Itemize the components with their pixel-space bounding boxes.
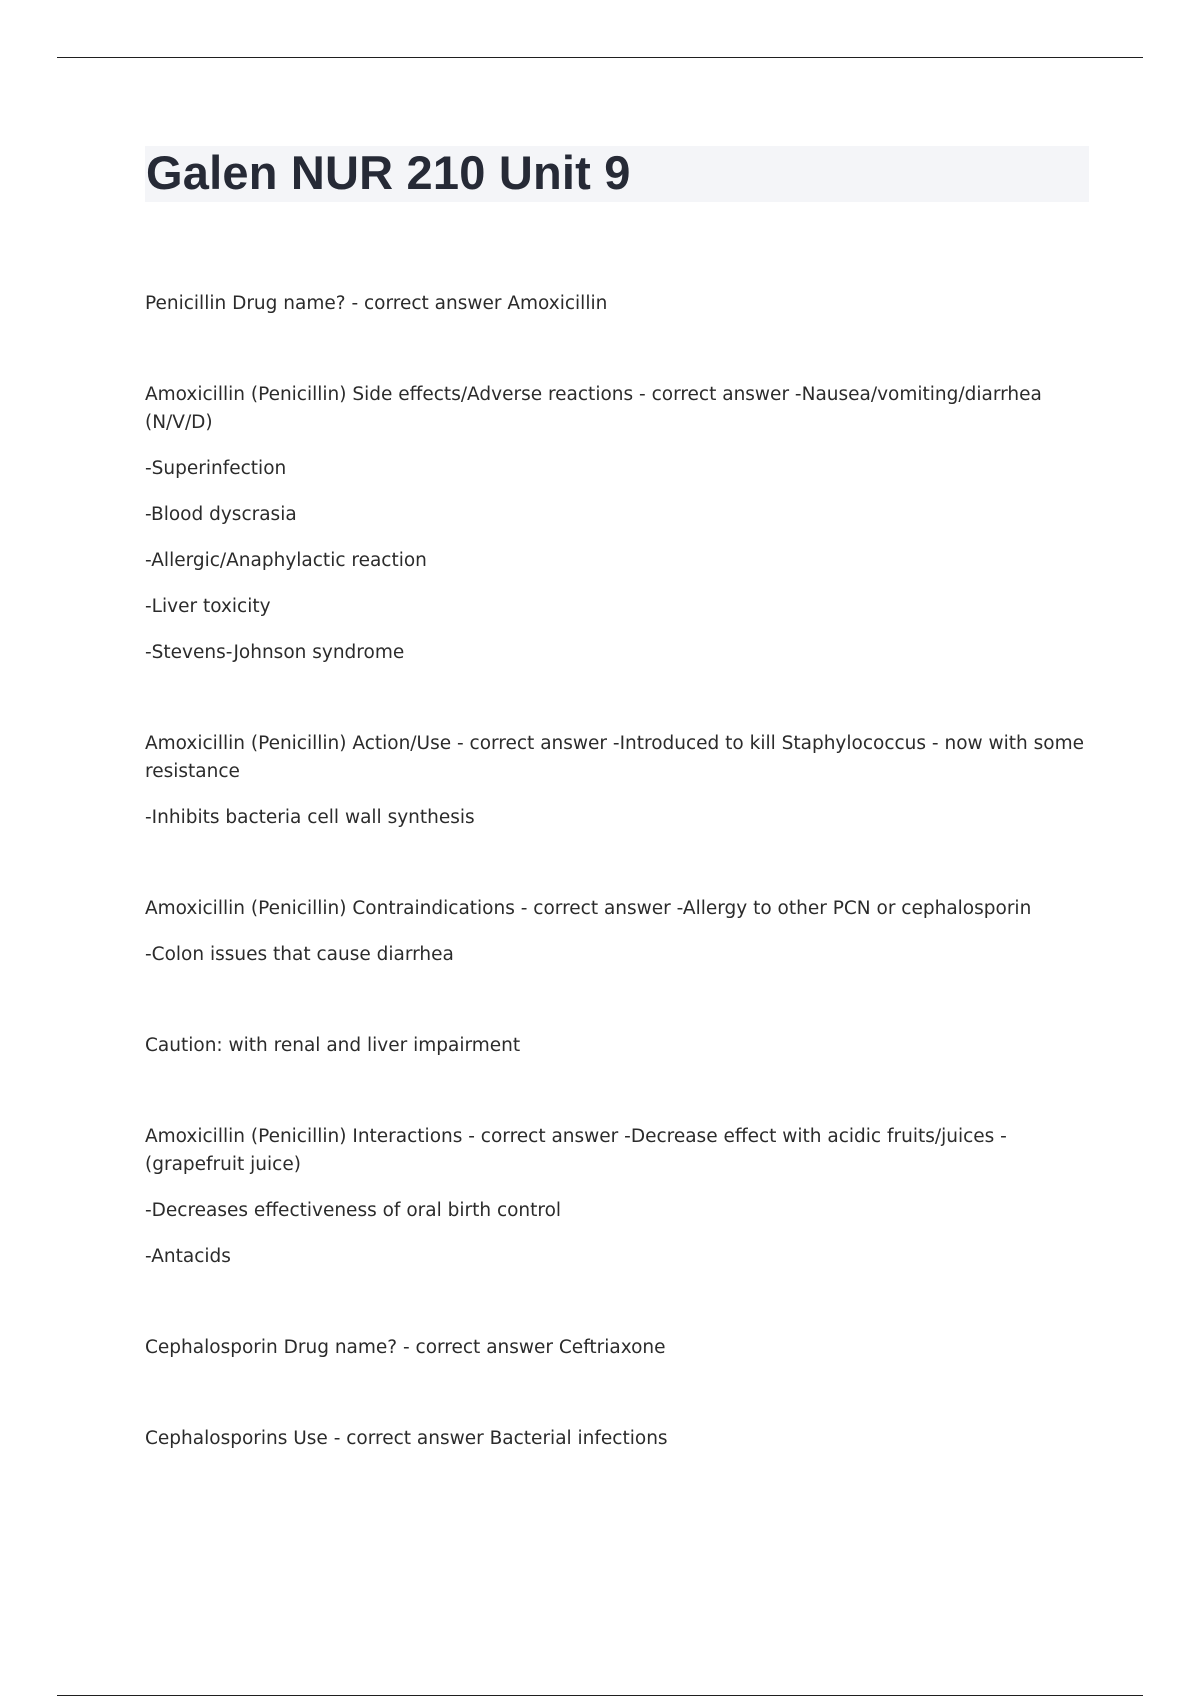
page-title: Galen NUR 210 Unit 9 — [146, 146, 631, 199]
document-body — [145, 290, 1095, 1453]
footer-rule — [57, 1695, 1143, 1696]
entry-amoxicillin-side-effects — [145, 381, 1095, 667]
entry-amoxicillin-interactions — [145, 1123, 1095, 1271]
entry-amoxicillin-contraindications — [145, 895, 1095, 969]
answer-item: -Colon issues that cause diarrhea — [145, 944, 454, 965]
question-line: Cephalosporins Use - correct answer Bacterial infections — [145, 1428, 668, 1449]
question-line: Amoxicillin (Penicillin) Side effects/Adverse reactions - correct answer -Nausea/vomiting/diarrhea (N/V/D) — [145, 384, 1042, 433]
question-line: Amoxicillin (Penicillin) Contraindications - correct answer -Allergy to other PCN or cephalosporin — [145, 898, 1032, 919]
answer-item: -Inhibits bacteria cell wall synthesis — [145, 807, 475, 828]
entry-amoxicillin-action-use — [145, 730, 1095, 832]
answer-item: -Allergic/Anaphylactic reaction — [145, 550, 427, 571]
answer-item: -Antacids — [145, 1246, 231, 1267]
question-line: Amoxicillin (Penicillin) Action/Use - correct answer -Introduced to kill Staphylococcus - now with some resistance — [145, 733, 1085, 782]
answer-item: -Blood dyscrasia — [145, 504, 297, 525]
answer-item: -Liver toxicity — [145, 596, 271, 617]
question-line: Amoxicillin (Penicillin) Interactions - correct answer -Decrease effect with acidic fruits/juices - (grapefruit juice) — [145, 1126, 1007, 1175]
answer-item: -Stevens-Johnson syndrome — [145, 642, 405, 663]
question-line: Penicillin Drug name? - correct answer Amoxicillin — [145, 293, 608, 314]
entry-caution — [145, 1032, 1095, 1060]
entry-penicillin-drug-name — [145, 290, 1095, 318]
entry-cephalosporin-drug-name — [145, 1334, 1095, 1362]
entry-cephalosporins-use — [145, 1425, 1095, 1453]
answer-item: -Superinfection — [145, 458, 287, 479]
caution-line: Caution: with renal and liver impairment — [145, 1035, 521, 1056]
header-rule — [57, 57, 1143, 58]
answer-item: -Decreases effectiveness of oral birth control — [145, 1200, 562, 1221]
question-line: Cephalosporin Drug name? - correct answer Ceftriaxone — [145, 1337, 666, 1358]
